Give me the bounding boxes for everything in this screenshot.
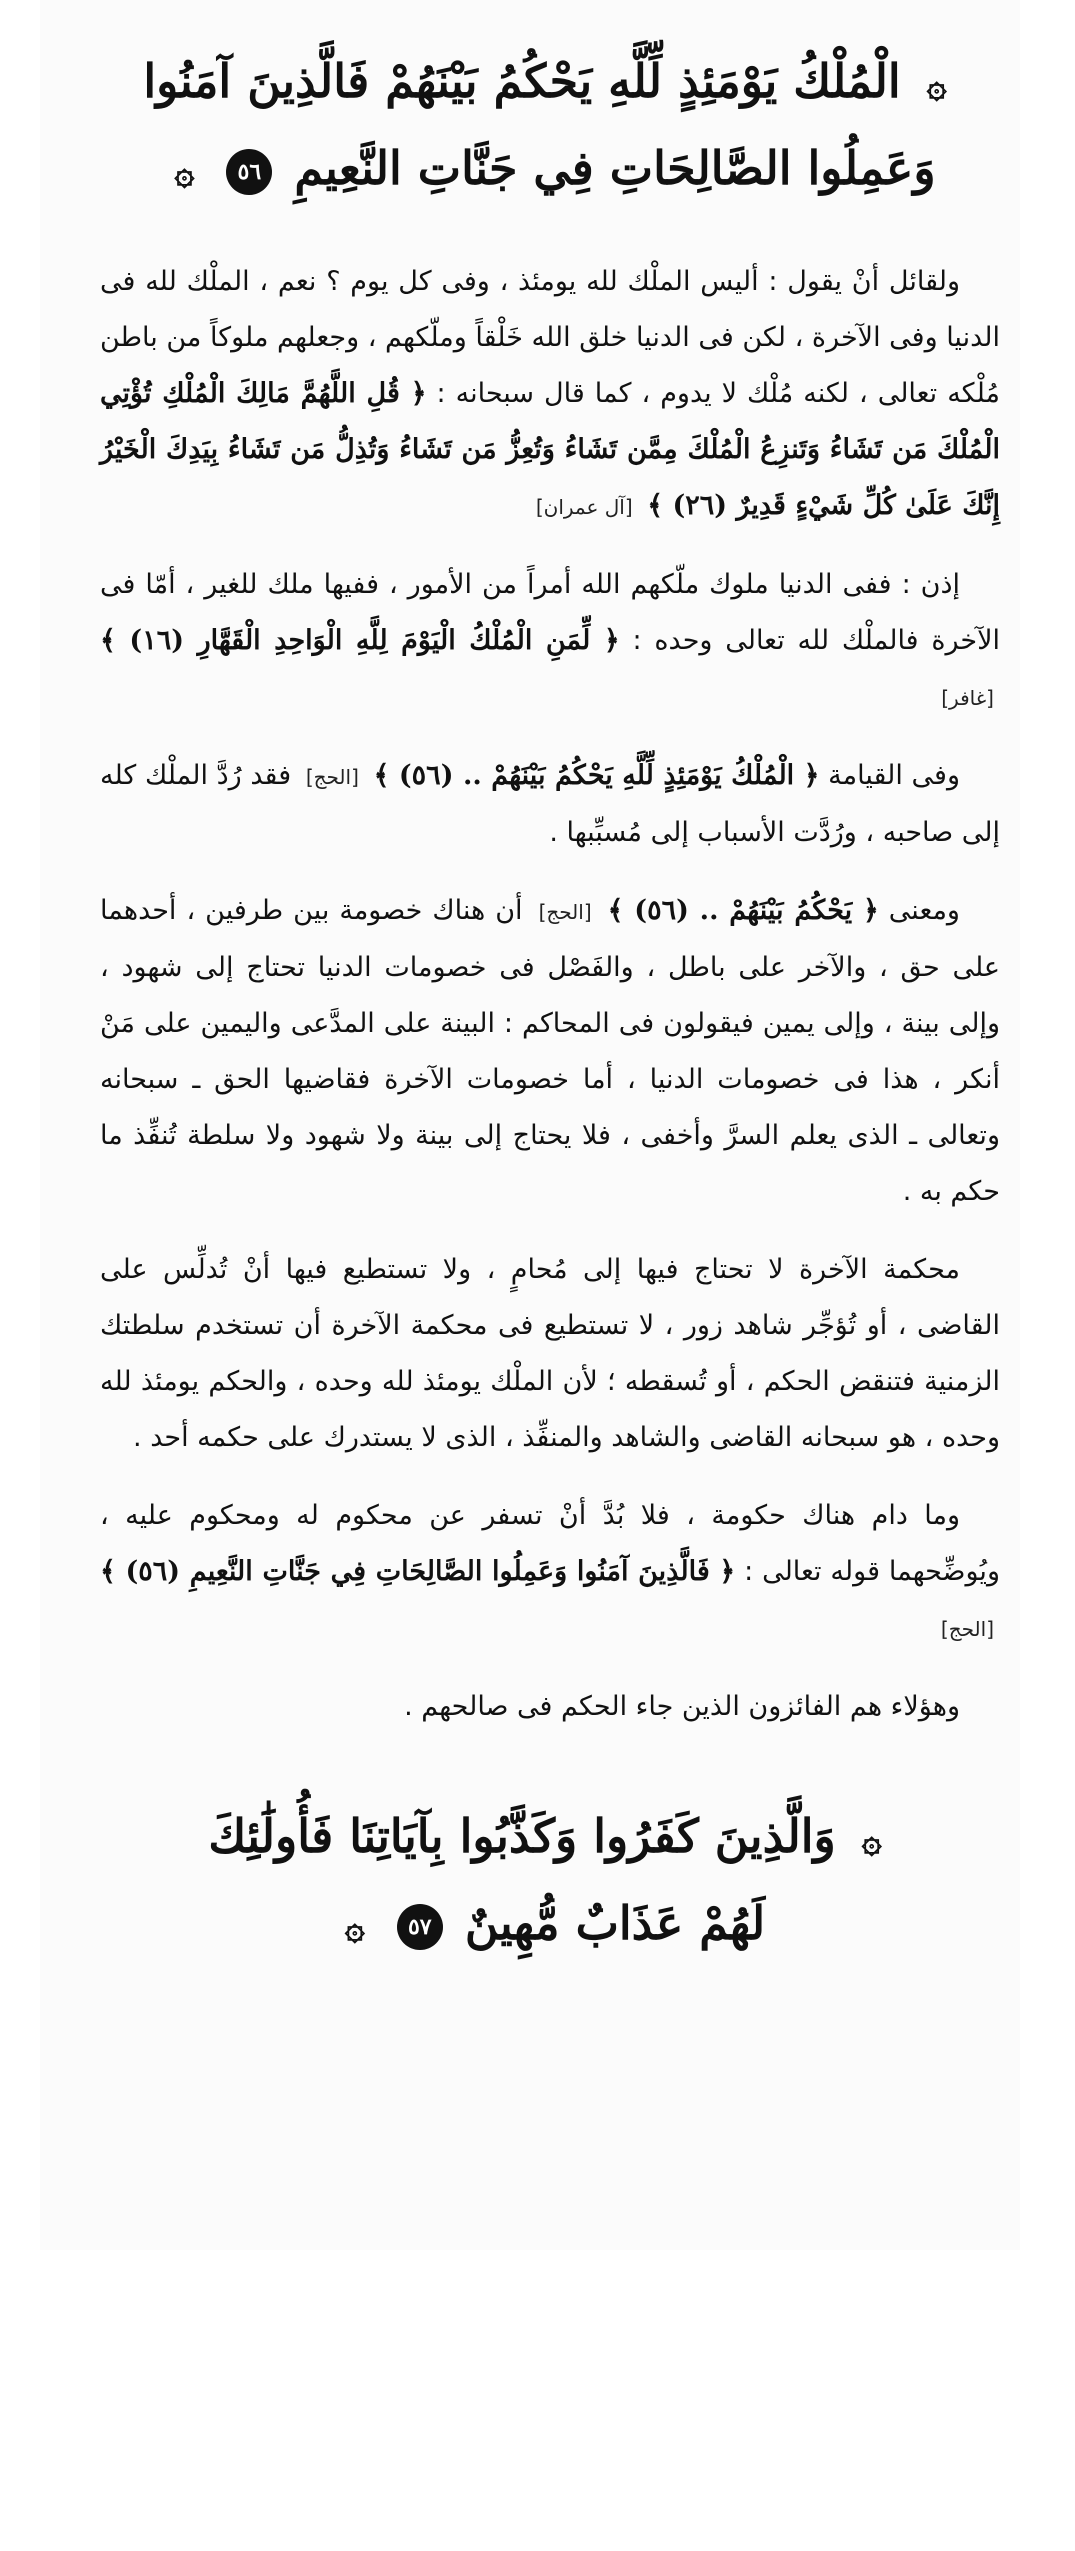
paragraph-2: إذن : ففى الدنيا ملوك ملّكهم الله أمراً من الأمور ، ففيها ملك للغير ، أمّا فى الآخرة فالملْك لله تعالى وحده : ﴿ لِّمَنِ الْمُلْكُ الْيَوْمَ لِلَّهِ الْوَاحِدِ الْقَهَّارِ (١٦) ﴾ [غافر] (100, 569, 1000, 710)
quran-quote: ﴿ يَحْكُمُ بَيْنَهُمْ .. (٥٦) ﴾ (607, 895, 879, 926)
quran-quote: ﴿ لِّمَنِ الْمُلْكُ الْيَوْمَ لِلَّهِ الْوَاحِدِ الْقَهَّارِ (١٦) ﴾ (100, 625, 620, 656)
paragraph-7: وهؤلاء هم الفائزون الذين جاء الحكم فى صالحهم . (404, 1691, 960, 1722)
ornament-icon: ۞ (861, 1821, 882, 1861)
bottom-verse (100, 1795, 1000, 1969)
quran-quote: ﴿ الْمُلْكُ يَوْمَئِذٍ لِّلَّهِ يَحْكُمُ بَيْنَهُمْ .. (٥٦) ﴾ (373, 760, 820, 791)
bottom-verse-line-1: ۞ وَالَّذِينَ كَفَرُوا وَكَذَّبُوا بِآيَاتِنَا فَأُولَٰئِكَ (100, 1795, 1000, 1882)
quran-quote: ﴿ فَالَّذِينَ آمَنُوا وَعَمِلُوا الصَّالِحَاتِ فِي جَنَّاتِ النَّعِيمِ (٥٦) ﴾ (100, 1556, 736, 1587)
ornament-icon: ۞ (344, 1908, 365, 1948)
page (40, 0, 1020, 2250)
page-content (100, 40, 1000, 2009)
paragraph-5: محكمة الآخرة لا تحتاج فيها إلى مُحامٍ ، ولا تستطيع فيها أنْ تُدلِّس على القاضى ، أو تُؤجِّر شاهد زور ، لا تستطيع فى محكمة الآخرة أن تستخدم سلطتك الزمنية فتنقض الحكم ، أو تُسقطه ؛ لأن الملْك يومئذ لله وحده ، والحكم يومئذ لله وحده ، هو سبحانه القاضى والشاهد والمنفِّذ ، الذى لا يستدرك على حكمه أحد . (100, 1254, 1000, 1453)
surah-reference: [آل عمران] (535, 495, 633, 519)
paragraph-6: وما دام هناك حكومة ، فلا بُدَّ أنْ تسفر عن محكوم له ومحكوم عليه ، ويُوضِّحهما قوله تعالى : ﴿ فَالَّذِينَ آمَنُوا وَعَمِلُوا الصَّالِحَاتِ فِي جَنَّاتِ النَّعِيمِ (٥٦) ﴾ [الحج] (100, 1500, 1000, 1641)
surah-reference: [غافر] (941, 686, 994, 710)
quran-quote: ﴿ قُلِ اللَّهُمَّ مَالِكَ الْمُلْكِ تُؤْتِي الْمُلْكَ مَن تَشَاءُ وَتَنزِعُ الْمُلْكَ مِمَّن تَشَاءُ وَتُعِزُّ مَن تَشَاءُ وَتُذِلُّ مَن تَشَاءُ بِيَدِكَ الْخَيْرُ إِنَّكَ عَلَىٰ كُلِّ شَيْءٍ قَدِيرٌ (٢٦) ﴾ (100, 378, 1000, 521)
ornament-icon: ۞ (174, 153, 195, 193)
paragraph-3: وفى القيامة ﴿ الْمُلْكُ يَوْمَئِذٍ لِّلَّهِ يَحْكُمُ بَيْنَهُمْ .. (٥٦) ﴾ [الحج] فقد رُدَّ الملْك كله إلى صاحبه ، ورُدَّت الأسباب إلى مُسبِّبها . (100, 760, 1000, 848)
top-verse (100, 40, 1000, 214)
top-verse-line-2: وَعَمِلُوا الصَّالِحَاتِ فِي جَنَّاتِ النَّعِيمِ ٥٦ ۞ (100, 127, 1000, 214)
paragraph-4: ومعنى ﴿ يَحْكُمُ بَيْنَهُمْ .. (٥٦) ﴾ [الحج] أن هناك خصومة بين طرفين ، أحدهما على حق ، والآخر على باطل ، والفَصْل فى خصومات الدنيا تحتاج إلى شهود ، وإلى بينة ، وإلى يمين فيقولون فى المحاكم : البينة على المدَّعى واليمين على مَنْ أنكر ، هذا فى خصومات الدنيا ، أما خصومات الآخرة فقاضيها الحق ـ سبحانه وتعالى ـ الذى يعلم السرَّ وأخفى ، فلا يحتاج إلى بينة ولا شهود ولا سلطة تُنفِّذ ما حكم به . (100, 895, 1000, 1207)
verse-number: ٥٦ (226, 149, 272, 195)
surah-reference: [الحج] (305, 765, 359, 789)
paragraph-1: ولقائل أنْ يقول : أليس الملْك لله يومئذ ، وفى كل يوم ؟ نعم ، الملْك لله فى الدنيا وفى الآخرة ، لكن فى الدنيا خلق الله خَلْقاً وملّكهم ، وجعلهم ملوكاً من باطن مُلْكه تعالى ، لكنه مُلْك لا يدوم ، كما قال سبحانه : ﴿ قُلِ اللَّهُمَّ مَالِكَ الْمُلْكِ تُؤْتِي الْمُلْكَ مَن تَشَاءُ وَتَنزِعُ الْمُلْكَ مِمَّن تَشَاءُ وَتُعِزُّ مَن تَشَاءُ وَتُذِلُّ مَن تَشَاءُ بِيَدِكَ الْخَيْرُ إِنَّكَ عَلَىٰ كُلِّ شَيْءٍ قَدِيرٌ (٢٦) ﴾ [آل عمران] (100, 266, 1000, 521)
bottom-verse-line-2: لَهُمْ عَذَابٌ مُّهِينٌ ٥٧ ۞ (100, 1882, 1000, 1969)
surah-reference: [الحج] (538, 900, 592, 924)
ornament-icon: ۞ (926, 66, 947, 106)
verse-number: ٥٧ (397, 1904, 443, 1950)
surah-reference: [الحج] (940, 1617, 994, 1641)
top-verse-line-1: ۞ الْمُلْكُ يَوْمَئِذٍ لِّلَّهِ يَحْكُمُ بَيْنَهُمْ فَالَّذِينَ آمَنُوا (100, 40, 1000, 127)
